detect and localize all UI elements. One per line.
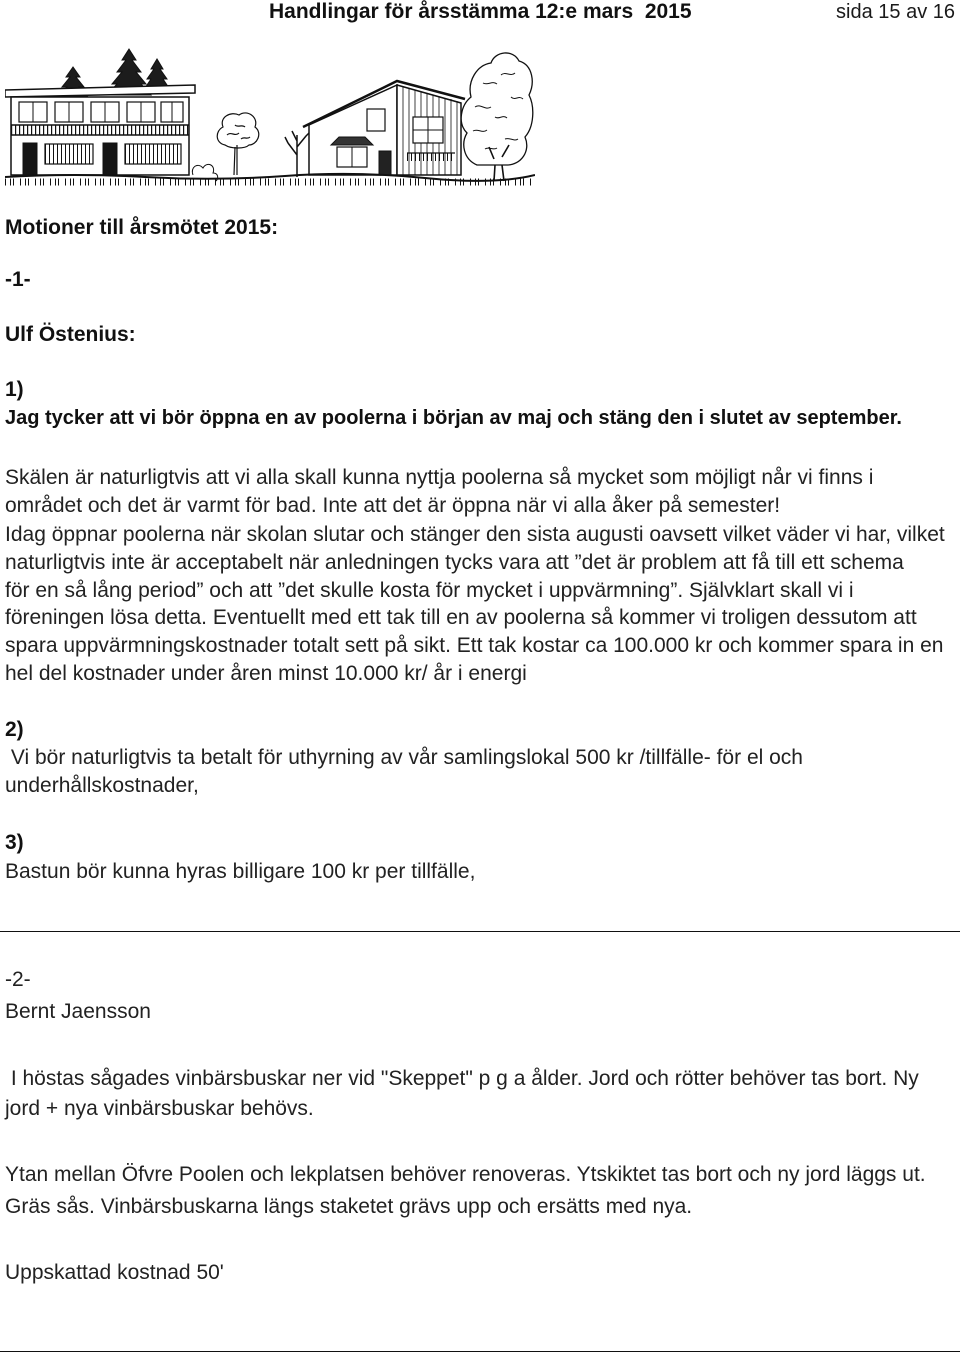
paragraph-line: området och det är varmt för bad. Inte att det är öppna när vi alla åker på semester! [5, 494, 781, 517]
paragraph-line: Ytan mellan Öfvre Poolen och lekplatsen behöver renoveras. Ytskiktet tas bort och ny jord läggs ut. [5, 1163, 926, 1186]
point-label: 2) [5, 718, 24, 741]
paragraph-line: Idag öppnar poolerna när skolan slutar och stänger den sista augusti oavsett vilket väder vi har, vilket [5, 523, 945, 546]
motion-number: -2- [5, 968, 31, 991]
paragraph-line: Bastun bör kunna hyras billigare 100 kr per tillfälle, [5, 860, 476, 883]
page-bottom-rule [0, 1351, 960, 1352]
right-building [303, 81, 465, 175]
left-building [5, 85, 195, 175]
paragraph-line: Gräs sås. Vinbärsbuskarna längs staketet grävs upp och ersätts med nya. [5, 1195, 693, 1218]
motion-author: Ulf Östenius: [5, 323, 136, 346]
motion-number: -1- [5, 268, 31, 291]
bare-tree [285, 131, 310, 177]
paragraph-line: för en så lång period” och att ”det skulle kosta för mycket i uppvärmning”. Självklart skall vi i [5, 579, 854, 602]
tree-trunk [234, 145, 237, 175]
door [23, 143, 37, 175]
document-header-title: Handlingar för årsstämma 12:e mars 2015 [269, 0, 692, 23]
section-title: Motioner till årsmötet 2015: [5, 216, 279, 239]
estimated-cost: Uppskattad kostnad 50' [5, 1261, 224, 1284]
point-label: 3) [5, 831, 24, 854]
bare-tree-branches [285, 131, 310, 177]
large-deciduous-tree [461, 53, 533, 181]
paragraph-line: jord + nya vinbärsbuskar behövs. [5, 1097, 314, 1120]
small-tree [217, 113, 259, 175]
motion-author: Bernt Jaensson [5, 1000, 151, 1023]
paragraph-line: föreningen lösa detta. Eventuellt med ett tak till en av poolerna så kommer vi troligen dessutom att [5, 606, 917, 629]
house-sketch-illustration [5, 47, 535, 189]
paragraph-line: underhållskostnader, [5, 774, 199, 797]
page-number: sida 15 av 16 [836, 1, 955, 23]
point-label: 1) [5, 378, 24, 401]
paragraph-line: Vi bör naturligtvis ta betalt för uthyrning av vår samlingslokal 500 kr /tillfälle- för el och [5, 746, 803, 769]
flat-roof [5, 85, 195, 97]
door [103, 143, 117, 175]
paragraph-line: I höstas sågades vinbärsbuskar ner vid "Skeppet" p g a ålder. Jord och rötter behöver tas bort. Ny [5, 1067, 919, 1090]
paragraph-line: Skälen är naturligtvis att vi alla skall kunna nyttja poolerna så mycket som möjligt når vi finns i [5, 466, 874, 489]
window-awning [331, 137, 373, 145]
point-proposal: Jag tycker att vi bör öppna en av poolerna i början av maj och stäng den i slutet av september. [5, 407, 902, 429]
paragraph-line: hel del kostnader under åren minst 10.000 kr/ år i energi [5, 662, 527, 685]
gable-window [367, 109, 385, 131]
door [379, 151, 391, 175]
paragraph-line: spara uppvärmningskostnader totalt sett på sikt. Ett tak kostar ca 100.000 kr och kommer spara in en [5, 634, 944, 657]
section-divider [0, 931, 960, 932]
canopy-scribbles [227, 125, 250, 139]
paragraph-line: naturligtvis inte är acceptabelt när anledningen tycks vara att ”det är problem att få till ett schema [5, 551, 904, 574]
tree-canopy [217, 113, 259, 148]
